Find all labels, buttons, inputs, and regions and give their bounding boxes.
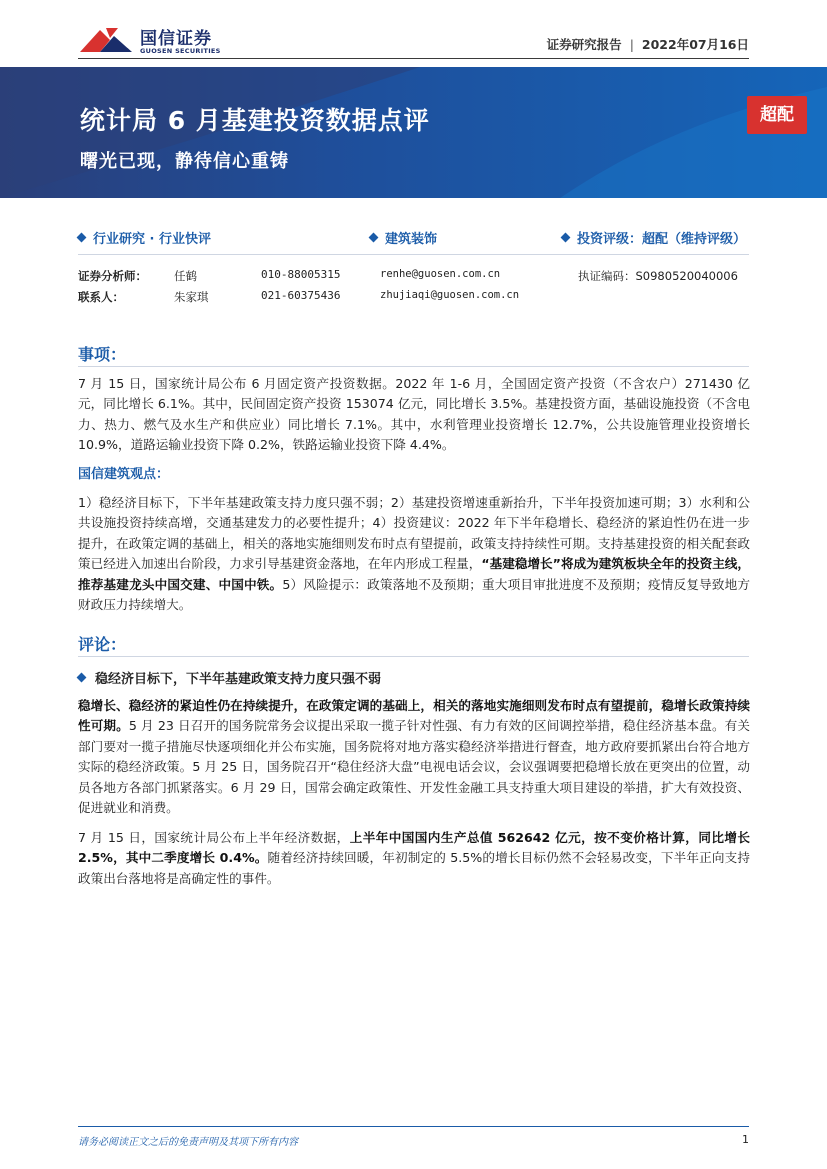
comment-p1-text: 5 月 23 日召开的国务院常务会议提出采取一揽子针对性强、有力有效的区间调控举措，稳住经济基本盘。有关部门要对一揽子措施尽快逐项细化并公布实施，国务院将对地方落实稳经济举措进行督查，地方政府要抓紧出台符合地方实际的稳经济政策。5 月 25 日，国务院召开“稳住经济大盘”电视电话会议，会议强调要把稳增长放在更突出的位置，动员各地方各部门抓紧落实。6 月 29 日，国常会确定政策性、开发性金融工具支持重大项目建设的举措，扩大有效投资、促进就业和消费。 — [78, 718, 750, 816]
event-paragraph: 7 月 15 日，国家统计局公布 6 月固定资产投资数据。2022 年 1-6 月，全国固定资产投资（不含农户）271430 亿元，同比增长 6.1%。其中，民间固定资产投资 153074 亿元，同比增长 3.5%。基建投资方面，基础设施投资（不含电力、热力、燃气及水生产和供应业）同比增长 7.1%。其中，水利管理业投资增长 12.7%，公共设施管理业投资增长 10.9%，道路运输业投资下降 0.2%，铁路运输业投资下降 4.4%。 — [78, 376, 750, 453]
industry-name: 建筑装饰 — [385, 232, 438, 247]
report-meta — [547, 35, 749, 53]
event-heading: 事项： — [78, 345, 127, 364]
view-paragraph — [78, 493, 750, 615]
company-name-en: GUOSEN SECURITIES — [140, 47, 221, 55]
footer-divider — [78, 1126, 749, 1127]
guosen-logo-icon — [78, 22, 134, 58]
investment-rating — [562, 228, 746, 247]
report-category — [78, 228, 211, 247]
comment-bullet-text: 稳经济目标下，下半年基建政策支持力度只强不弱 — [95, 672, 382, 687]
category-divider — [78, 254, 749, 255]
comment-heading: 评论： — [78, 635, 127, 654]
meta-separator: | — [629, 37, 634, 52]
comment-p2-highlight: 上半年中国国内生产总值 562642 亿元，按不变价格计算，同比增长 2.5%，其中二季度增长 0.4%。 — [78, 830, 750, 866]
company-name-cn: 国信证券 — [140, 29, 212, 49]
view-risk: 5）风险提示：政策落地不及预期；重大项目审批进度不及预期；疫情反复导致地方财政压力持续增大。 — [78, 576, 751, 613]
comment-paragraph-2 — [78, 828, 750, 889]
diamond-bullet-icon — [561, 233, 571, 243]
view-highlight: “基建稳增长”将成为建筑板块全年的投资主线，推荐基建龙头中国交建、中国中铁。 — [78, 556, 750, 592]
report-type: 证券研究报告 — [546, 37, 622, 52]
contact-name: 朱家琪 — [174, 290, 209, 304]
rating-badge: 超配 — [747, 96, 807, 134]
comment-p1-highlight: 稳增长、稳经济的紧迫性仍在持续提升，在政策定调的基础上，相关的落地实施细则发布时点有望提前，稳增长政策持续性可期。 — [78, 698, 750, 734]
analyst-role: 证券分析师： — [78, 269, 147, 283]
diamond-bullet-icon — [77, 673, 87, 683]
report-title: 统计局 6 月基建投资数据点评 — [80, 106, 430, 135]
view-heading: 国信建筑观点： — [78, 467, 170, 482]
diamond-bullet-icon — [369, 233, 379, 243]
comment-bullet — [78, 668, 381, 687]
company-logo — [78, 22, 238, 62]
comment-p2-text: 随着经济持续回暖，年初制定的 5.5%的增长目标仍然不会轻易改变，下半年正向支持政策出台落地将是高确定性的事件。 — [78, 850, 750, 886]
category-type: 行业研究 · 行业快评 — [93, 232, 211, 247]
view-text: 1）稳经济目标下，下半年基建政策支持力度只强不弱；2）基建投资增速重新抬升，下半年投资加速可期；3）水利和公共设施投资持续高增，交通基建发力的必要性提升；4）投资建议：2022 年下半年稳增长、稳经济的紧迫性仍在进一步提升，在政策定调的基础上，相关的落地实施细则发布时点有望提前，政策支持持续性可期。支持基建投资的相关配套政策已经进入加速出台阶段，力求引导基建资金落地，在年内形成工程量， — [78, 495, 750, 572]
disclaimer-note: 请务必阅读正文之后的免责声明及其项下所有内容 — [78, 1137, 298, 1148]
report-date: 2022年07月16日 — [641, 37, 749, 52]
industry-label — [370, 228, 437, 247]
rating-text: 投资评级：超配（维持评级） — [577, 232, 747, 247]
event-divider — [78, 366, 749, 367]
contact-phone: 021-60375436 — [261, 289, 341, 302]
page-number: 1 — [742, 1133, 749, 1146]
comment-divider — [78, 656, 749, 657]
title-banner — [0, 67, 827, 198]
comment-p2-lead: 7 月 15 日，国家统计局公布上半年经济数据， — [78, 830, 350, 845]
header-divider — [78, 58, 749, 59]
analyst-email[interactable]: renhe@guosen.com.cn — [380, 268, 501, 280]
contact-email[interactable]: zhujiaqi@guosen.com.cn — [380, 289, 520, 301]
analyst-cert: 执证编码：S0980520040006 — [578, 269, 738, 283]
diamond-bullet-icon — [77, 233, 87, 243]
report-subtitle: 曙光已现，静待信心重铸 — [80, 151, 289, 172]
analyst-name: 任鹤 — [174, 269, 197, 283]
contact-role: 联系人： — [78, 290, 124, 304]
analyst-phone: 010-88005315 — [261, 268, 341, 281]
comment-paragraph-1 — [78, 696, 750, 818]
